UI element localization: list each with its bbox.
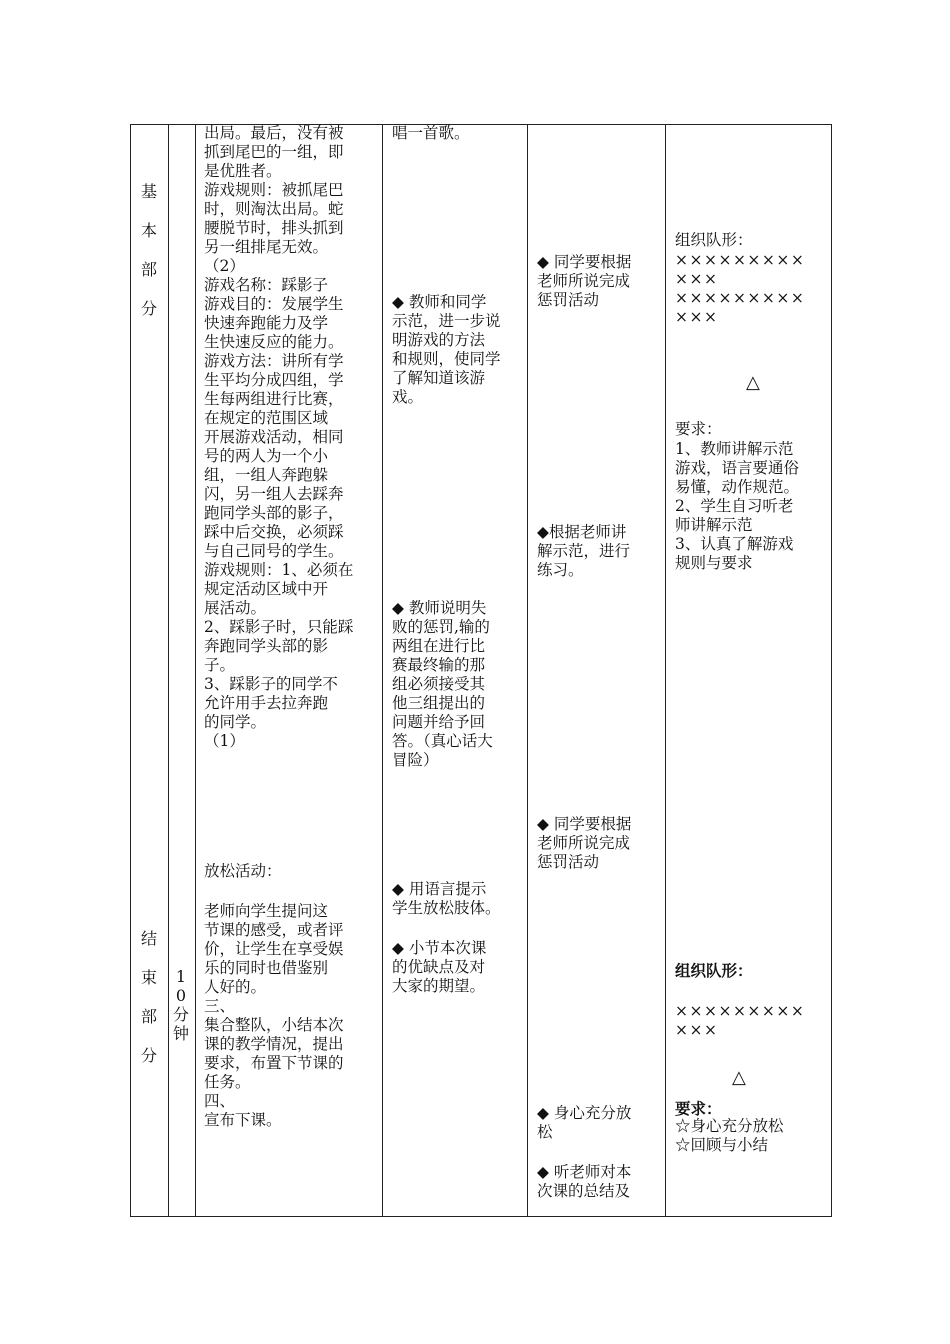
org-requirements-text-2: ☆身心充分放松 ☆回顾与小结 (675, 1117, 784, 1154)
org-requirements-title-1: 要求： (675, 420, 722, 438)
table-col-border-1 (168, 124, 169, 1217)
org-formation-rows-2: ××××××××× ××× (675, 1002, 806, 1039)
table-col-border-6 (831, 124, 832, 1217)
teacher-summary-text: ◆ 小节本次课 的优缺点及对 大家的期望。 (392, 939, 487, 995)
org-requirements-text-1: 1、教师讲解示范 游戏，语言要通俗 易懂，动作规范。 2、学生自习听老 师讲解示范 3、认真了解游戏 规则与要求 (675, 440, 800, 572)
time-label: 1 0 分 钟 (173, 967, 190, 1043)
section-end-label: 结 束 部 分 (140, 929, 157, 1065)
org-formation-title-2: 组织队形： (675, 961, 753, 980)
table-col-border-4 (527, 124, 528, 1217)
teacher-sing-text: 唱一首歌。 (392, 124, 470, 142)
student-penalty-text-2: ◆ 同学要根据 老师所说完成 惩罚活动 (537, 815, 632, 871)
content-relax-title: 放松活动： (204, 862, 282, 880)
content-game-description: 出局。最后，没有被 抓到尾巴的一组，即 是优胜者。 游戏规则：被抓尾巴 时，则淘汰出局。蛇 腰脱节时，排头抓到 另一组排尾无效。 （2） 游戏名称：踩影子 游戏目的：发展学生 快速奔跑能力及学 生快速反应的能力。 游戏方法：讲所有学 生平均分成四组，学 生每两组进行比赛， 在规定的范围区域 开展游戏活动，相同 号的两人为一个小 组，一组人奔跑躲 闪，另一组人去踩奔 跑同学头部的影子， 踩中后交换，必须踩 与自己同号的学生。 游戏规则：1、必须在 规定活动区域中开 展活动。 2、踩影子时，只能踩 奔跑同学头部的影 子。 3、踩影子的同学不 允许用手去拉奔跑 的同学。 （1） (204, 124, 354, 750)
teacher-demo-text: ◆ 教师和同学 示范，进一步说 明游戏的方法 和规则，使同学 了解知道该游 戏。 (392, 293, 501, 406)
table-col-border-5 (665, 124, 666, 1217)
content-relax-text: 老师向学生提问这 节课的感受，或者评 价，让学生在享受娱 乐的同时也借鉴别 人好的。 三、 集合整队，小结本次 课的教学情况，提出 要求，布置下节课的 任务。 四、 宣布下课。 (204, 902, 344, 1129)
section-basic-label: 基 本 部 分 (140, 182, 157, 318)
table-col-border-0 (130, 124, 131, 1217)
org-formation-rows-1: ××××××××× ××× ××××××××× ××× (675, 251, 806, 326)
table-col-border-2 (195, 124, 196, 1217)
teacher-relax-hint: ◆ 用语言提示 学生放松肢体。 (392, 880, 501, 917)
teacher-position-icon-2: △ (732, 1067, 746, 1088)
student-penalty-text-1: ◆ 同学要根据 老师所说完成 惩罚活动 (537, 253, 632, 309)
org-requirements-title-2: 要求： (675, 1099, 722, 1118)
table-bottom-border (130, 1216, 832, 1217)
student-summary-text: ◆ 听老师对本 次课的总结及 (537, 1163, 632, 1200)
table-col-border-3 (382, 124, 383, 1217)
student-relax-text: ◆ 身心充分放 松 (537, 1104, 632, 1141)
teacher-penalty-text: ◆ 教师说明失 败的惩罚,输的 两组在进行比 赛最终输的那 组必须接受其 他三组提出的 问题并给予回 答。（真心话大 冒险） (392, 599, 493, 769)
teacher-position-icon-1: △ (746, 372, 760, 393)
org-formation-title-1: 组织队形： (675, 231, 753, 249)
student-practice-text: ◆根据老师讲 解示范，进行 练习。 (537, 523, 631, 579)
